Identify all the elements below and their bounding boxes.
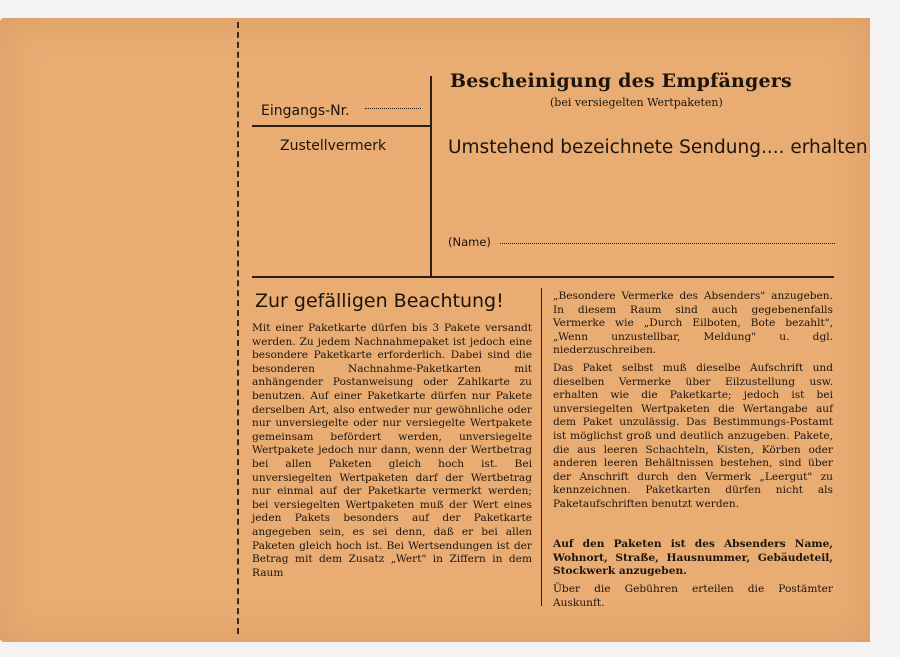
horizontal-divider bbox=[252, 276, 834, 278]
notice-left-column: Mit einer Paketkarte dürfen bis 3 Pakete versandt werden. Zu jedem Nachnahmepaket ist jedoch eine besondere Paketkarte erforderlich. Dabei sind die besonderen Nachnahme-Paketkarten mit anhängender Postanweisung oder Zahlkarte zu benutzen. Auf einer Paketkarte dürfen nur Pakete derselben Art, also entweder nur gewöhnliche oder nur unversiegelte oder nur versiegelte Wertpakete gemeinsam befördert werden, unversiegelte Wertpakete jedoch nur dann, wenn der Wertbetrag bei allen Paketen gleich hoch ist. Bei unversiegelten Wertpaketen darf der Wertbetrag nur einmal auf der Paketkarte vermerkt werden; bei versiegelten Wertpaketen muß der Wert eines jeden Pakets besonders auf der Paketkarte angegeben sein, es sei denn, daß er bei allen Paketen gleich hoch ist. Bei Wertsendungen ist der Betrag mit dem Zusatz „Wert" in Ziffern in dem Raum bbox=[252, 322, 532, 579]
name-label: (Name) bbox=[448, 235, 491, 249]
notice-right-paragraph-1: „Besondere Vermerke des Absenders" anzugeben. In diesem Raum sind auch gegebenenfalls Vermerke wie „Durch Eilboten, Bote bezahlt", „Wenn unzustellbar, Meldung" u. dgl. niederzuschreiben. bbox=[553, 290, 833, 357]
notice-right-paragraph-4: Über die Gebühren erteilen die Postämter Auskunft. bbox=[553, 583, 833, 609]
name-dotted-line bbox=[500, 243, 835, 244]
eingangs-nr-label: Eingangs-Nr. bbox=[261, 103, 350, 119]
perforation-line bbox=[237, 22, 239, 634]
receipt-statement: Umstehend bezeichnete Sendung.... erhalten bbox=[448, 137, 868, 158]
eingangs-nr-dotted-line bbox=[365, 108, 421, 109]
zustellvermerk-label: Zustellvermerk bbox=[280, 138, 387, 154]
eingang-underline bbox=[252, 125, 430, 127]
notice-right-paragraph-3: Auf den Paketen ist des Absenders Name, Wohnort, Straße, Hausnummer, Gebäudeteil, Stockwerk anzugeben. bbox=[553, 538, 833, 578]
notice-heading: Zur gefälligen Beachtung! bbox=[255, 290, 504, 312]
certificate-title: Bescheinigung des Empfängers bbox=[450, 70, 792, 92]
certificate-subtitle: (bei versiegelten Wertpaketen) bbox=[550, 96, 723, 109]
column-divider bbox=[541, 288, 542, 606]
notice-right-paragraph-2: Das Paket selbst muß dieselbe Aufschrift und dieselben Vermerke über Eilzustellung usw. erhalten wie die Paketkarte; jedoch ist bei unversiegelten Wertpaketen die Wertangabe auf dem Paket unzulässig. Das Bestimmungs-Postamt ist möglichst groß und deutlich anzugeben. Pakete, die aus leeren Schachteln, Kisten, Körben oder anderen leeren Behältnissen bestehen, sind über der Anschrift durch den Vermerk „Leergut" zu kennzeichnen. Paketkarten dürfen nicht als Paketaufschriften benutzt werden. bbox=[553, 362, 833, 510]
vertical-divider-top bbox=[430, 76, 432, 276]
